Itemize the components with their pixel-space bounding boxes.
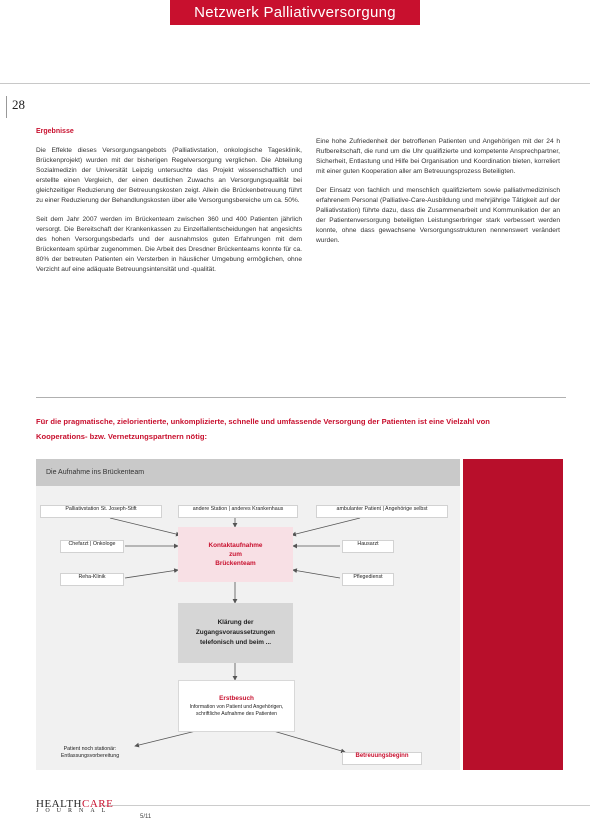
outcome-care-start: Betreuungsbeginn [342, 752, 422, 765]
contact-line-1: Kontaktaufnahme [208, 542, 263, 549]
source-chefarzt: Chefarzt | Onkologe [60, 540, 124, 553]
source-other-station: andere Station | anderes Krankenhaus [178, 505, 298, 518]
clarification-box [178, 603, 293, 663]
source-pflegedienst: Pflegedienst [342, 573, 394, 586]
contact-line-3: Brückenteam [215, 560, 256, 567]
contact-line-2: zum [229, 551, 242, 558]
logo-health: HEALTH [36, 798, 82, 810]
source-palliativstation: Palliativstation St. Joseph-Stift [40, 505, 162, 518]
diagram-title: Die Aufnahme ins Brückenteam [36, 459, 460, 486]
outcome-inpatient-line-1: Patient noch stationär: [63, 746, 117, 752]
first-visit-title: Erstbesuch [219, 695, 254, 702]
first-visit-box [178, 680, 295, 732]
source-hausarzt: Hausarzt [342, 540, 394, 553]
outcome-inpatient-line-2: Entlassungsvorbereitung [60, 753, 120, 759]
left-paragraph-1: Die Effekte dieses Versorgungsangebots (Palliativstation, onkologische Tagesklinik, Brückenprojekt) wurden mit der bisherigen Regelversorgung verglichen. Die Abteilung Sozialmedizin der Universität Leipzig untersuchte das Projekt wissenschaftlich und erstellte einen Vergleich, der einen deutlichen Zuwachs an Versorgungsqualität bei gleichzeitiger Reduzierung der Betreuungskosten zeigt. Allein die Brückenbetreuung führt zu einer Reduzierung der Behandlungskosten über alle Versorgungsbereiche um ca. 50%. [36, 147, 302, 204]
contact-box [178, 527, 293, 582]
clarify-line-2: Zugangsvoraussetzungen [195, 629, 276, 636]
footer-rule [100, 805, 590, 806]
journal-logo [36, 798, 113, 814]
page-number: 28 [12, 97, 25, 112]
issue-number: 5/11 [140, 814, 152, 820]
left-paragraph-2: Seit dem Jahr 2007 werden im Brückenteam zwischen 360 und 400 Patienten jährlich versorgt. Die Bereitschaft der Krankenkassen zu Einzelfallentscheidungen hat angesichts des hohen Versorgungsbedarfs und der ausnahmslos guten Erfahrungen mit dem Brückenteam spürbar zugenommen. Die Arbeit des Dresdner Brückenteams konnte für ca. 80% der betreuten Patienten ein Versterben in häuslicher Umgebung ermöglichen, ohne Verzicht auf eine adäquate Betreuungsintensität und -qualität. [36, 216, 302, 273]
right-paragraph-1: Eine hohe Zufriedenheit der betroffenen Patienten und Angehörigen mit der 24 h Rufbereitschaft, die rund um die Uhr qualifizierte und kompetente Ansprechpartner, Sicherheit, Entlastung und Hilfe bei Organisation und Koordination bieten, korreliert mit einer guten Kooperation aller am Betreuungsprozess Beteiligten. [316, 138, 560, 175]
source-outpatient: ambulanter Patient | Angehörige selbst [316, 505, 448, 518]
diagram-headline: Für die pragmatische, zielorientierte, unkomplizierte, schnelle und umfassende Versorgung der Patienten ist eine Vielzahl von Kooperations- bzw. Vernetzungspartnern nötig: [36, 417, 490, 441]
logo-care: CARE [81, 798, 114, 810]
logo-journal: JOURNAL [36, 808, 113, 814]
first-visit-text: Information von Patient und Angehörigen, schriftliche Aufnahme des Patienten [189, 704, 284, 717]
source-reha-klinik: Reha-Klinik [60, 573, 124, 586]
banner-title: Netzwerk Palliativversorgung [170, 0, 420, 25]
clarify-line-1: Klärung der [217, 619, 254, 626]
section-heading: Ergebnisse [36, 128, 74, 135]
outcome-inpatient [40, 746, 140, 762]
clarify-line-3: telefonisch und beim ... [199, 639, 271, 646]
right-paragraph-2: Der Einsatz von fachlich und menschlich qualifiziertem sowie palliativmedizinisch erfahrenem Personal (Palliative-Care-Ausbildung und mehrjährige Tätigkeit auf der Palliativstation) führte dazu, dass die Zusammenarbeit und Kommunikation der an der Patientenversorgung beteiligten Leistungserbringer stark verbessert werden konnte, ohne dass gewachsene Versorgungsstrukturen nennenswert verändert wurden. [316, 187, 560, 244]
